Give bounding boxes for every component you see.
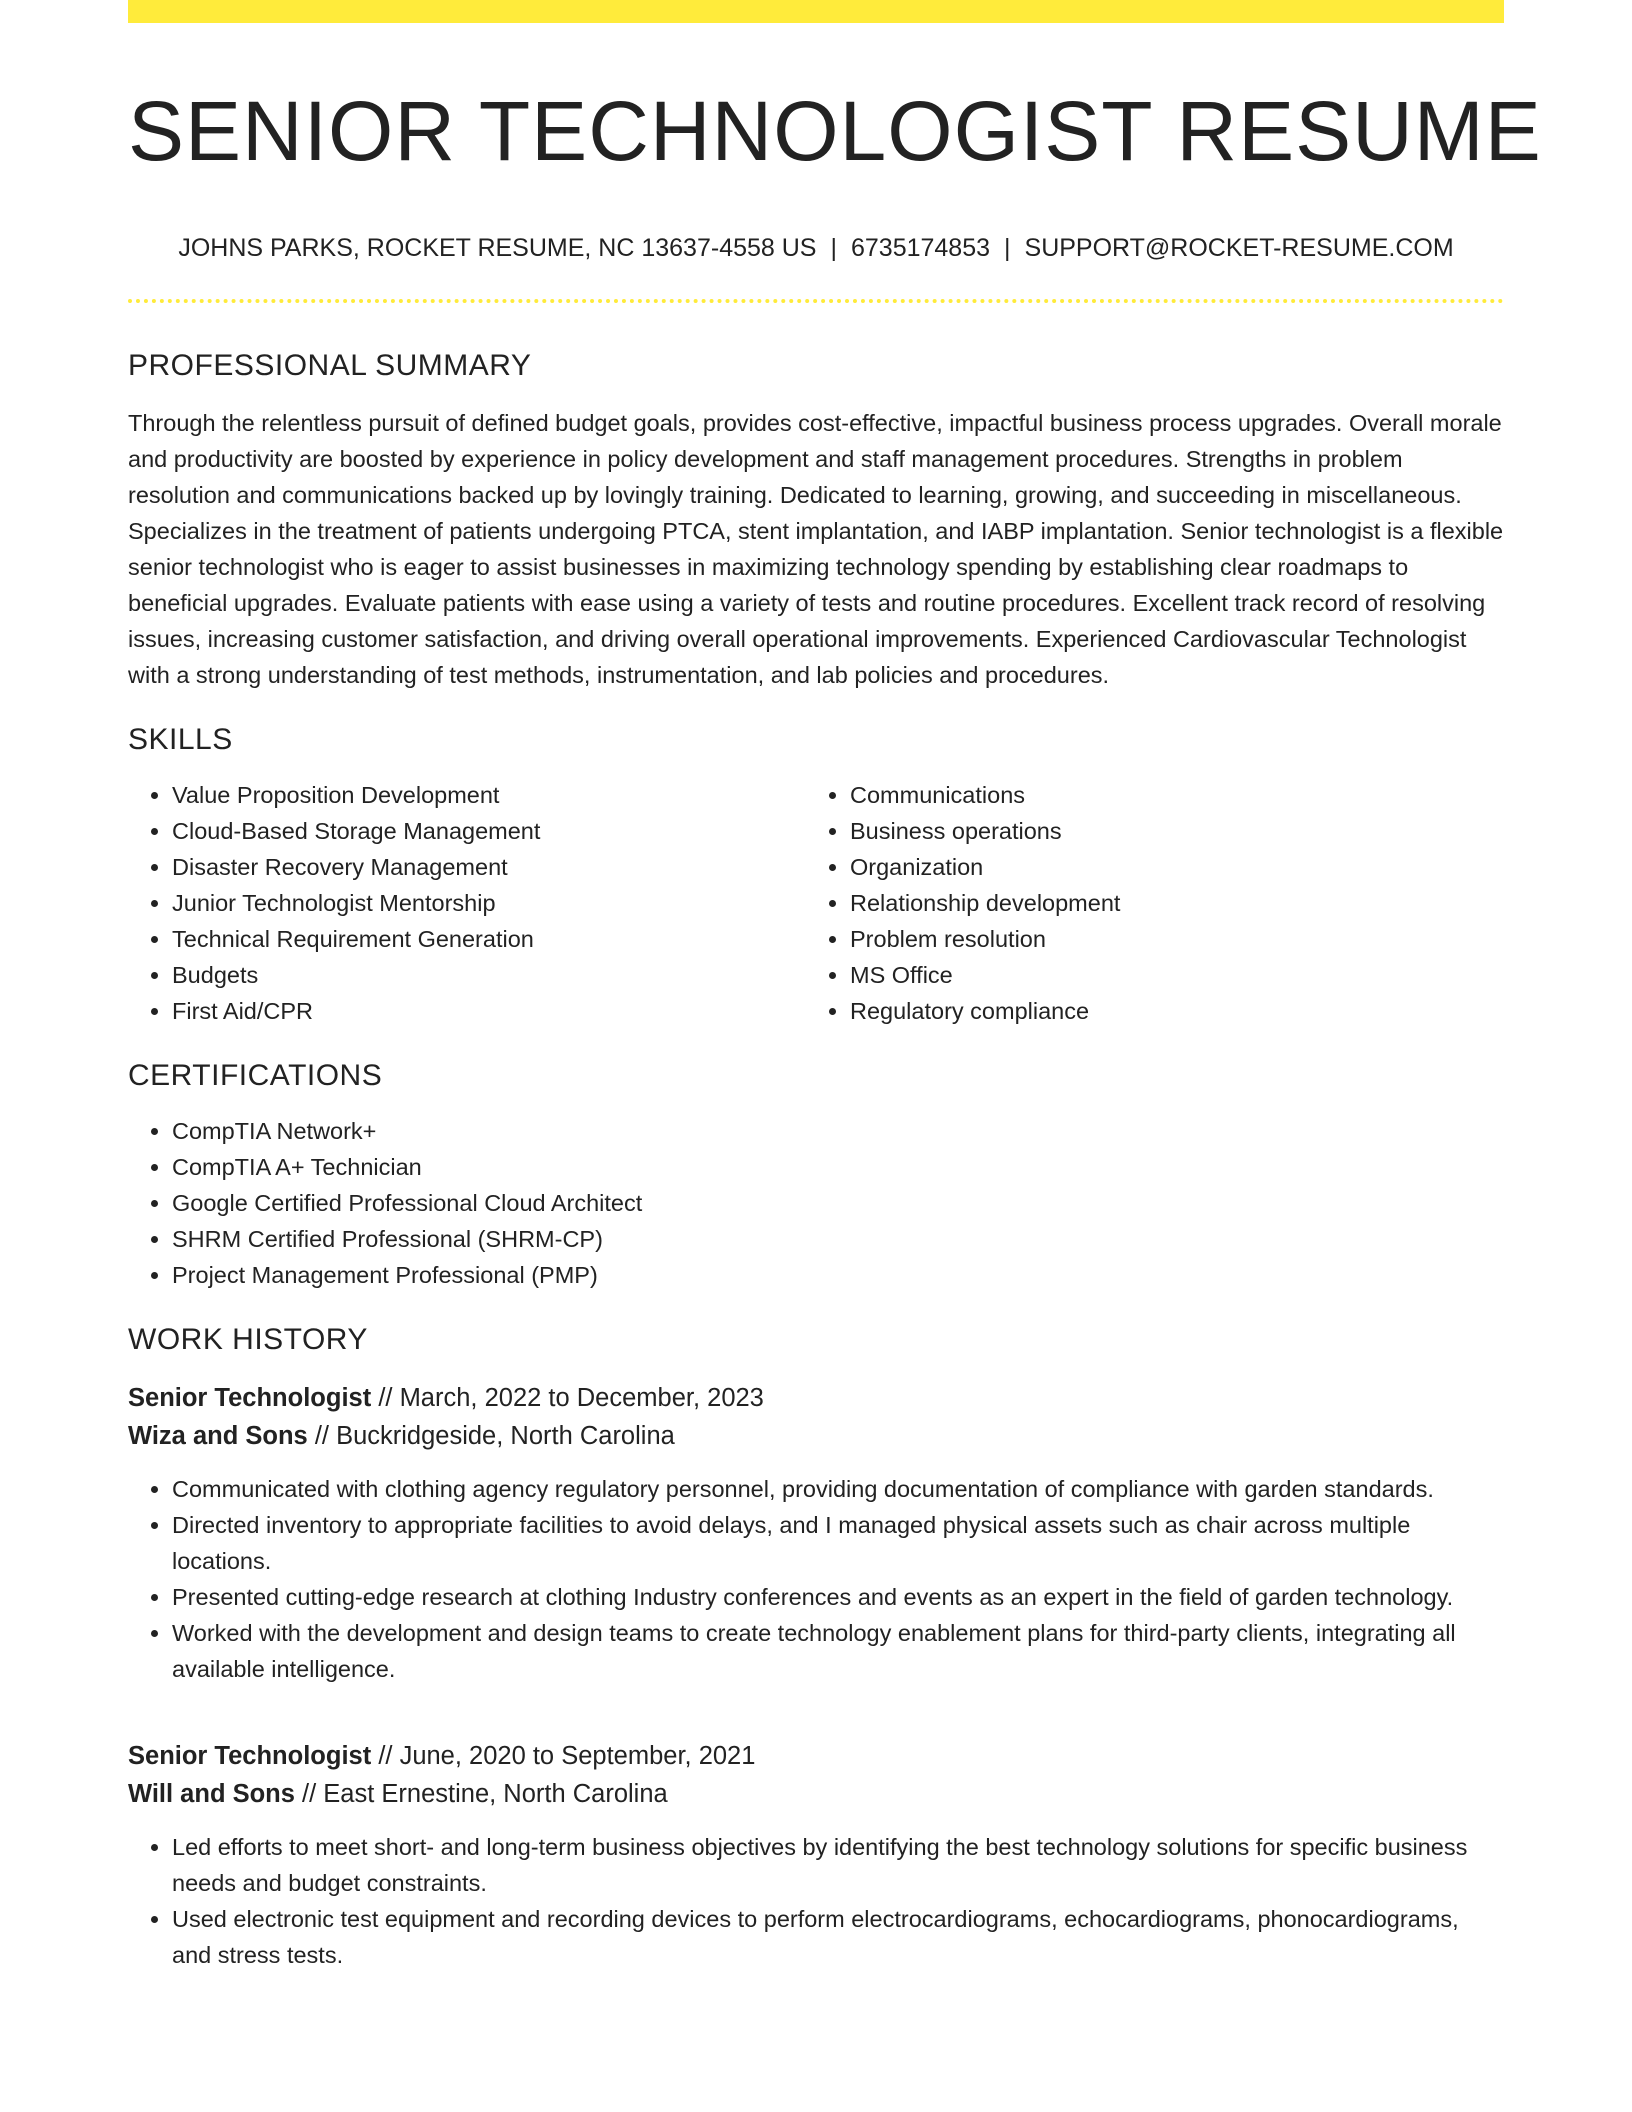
contact-phone: 6735174853 (850, 233, 991, 262)
resume-page (128, 0, 1542, 1973)
skill-item: • Disaster Recovery Management (172, 849, 806, 885)
skill-item: • Relationship development (850, 885, 1484, 921)
job-role-line (128, 1737, 1504, 1775)
accent-top-bar (128, 0, 1504, 23)
job-bullet: • Directed inventory to appropriate facilities to avoid delays, and I managed physical assets such as chair across multiple locations. (172, 1507, 1504, 1579)
contact-separator: | (830, 233, 837, 262)
job-bullets (128, 1471, 1504, 1687)
summary-text: Through the relentless pursuit of defined budget goals, provides cost-effective, impactful business process upgrades. Overall morale and productivity are boosted by experience in policy development and staff management procedures. Strengths in problem resolution and communications backed up by lovingly training. Dedicated to learning, growing, and succeeding in miscellaneous. Specializes in the treatment of patients undergoing PTCA, stent implantation, and IABP implantation. Senior technologist is a flexible senior technologist who is eager to assist businesses in maximizing technology spending by establishing clear roadmaps to beneficial upgrades. Evaluate patients with ease using a variety of tests and routine procedures. Excellent track record of resolving issues, increasing customer satisfaction, and driving overall operational improvements. Experienced Cardiovascular Technologist with a strong understanding of test methods, instrumentation, and lab policies and procedures. (128, 409, 1504, 688)
job-bullet: • Presented cutting-edge research at clothing Industry conferences and events as an expert in the field of garden technology. (172, 1579, 1504, 1615)
contact-address: JOHNS PARKS, ROCKET RESUME, NC 13637-4558 US (178, 233, 817, 262)
certification-item: • Project Management Professional (PMP) (172, 1257, 1504, 1293)
job-entry (128, 1379, 1504, 1687)
work-history-heading: WORK HISTORY (128, 1322, 368, 1356)
job-company: Wiza and Sons (128, 1421, 308, 1450)
skill-item: • Communications (850, 777, 1484, 813)
skill-item: • Business operations (850, 813, 1484, 849)
contact-separator: | (1004, 233, 1011, 262)
dotted-divider (128, 299, 1504, 303)
job-location: // East Ernestine, North Carolina (302, 1779, 668, 1808)
skill-item: • MS Office (850, 957, 1484, 993)
certification-item: • SHRM Certified Professional (SHRM-CP) (172, 1221, 1504, 1257)
job-company: Will and Sons (128, 1779, 295, 1808)
contact-line (128, 234, 1504, 263)
job-bullet: • Worked with the development and design teams to create technology enablement plans for third-party clients, integrating all available intelligence. (172, 1615, 1504, 1687)
skills-list (128, 777, 1504, 1029)
skills-column-1 (128, 777, 806, 1029)
skill-item: • Junior Technologist Mentorship (172, 885, 806, 921)
job-bullet: • Used electronic test equipment and recording devices to perform electrocardiograms, echocardiograms, phonocardiograms, and stress tests. (172, 1901, 1504, 1973)
certification-item: • CompTIA Network+ (172, 1113, 1504, 1149)
skill-item: • Cloud-Based Storage Management (172, 813, 806, 849)
job-bullet: • Communicated with clothing agency regulatory personnel, providing documentation of compliance with garden standards. (172, 1471, 1504, 1507)
job-company-line (128, 1775, 1504, 1813)
job-entry (128, 1737, 1504, 1973)
contact-email: SUPPORT@ROCKET-RESUME.COM (1024, 233, 1454, 262)
summary-heading: PROFESSIONAL SUMMARY (128, 348, 532, 382)
certification-item: • Google Certified Professional Cloud Architect (172, 1185, 1504, 1221)
skill-item: • Organization (850, 849, 1484, 885)
job-role: Senior Technologist (128, 1741, 372, 1770)
job-role: Senior Technologist (128, 1383, 372, 1412)
job-role-line (128, 1379, 1504, 1417)
resume-title: SENIOR TECHNOLOGIST RESUME (128, 84, 1542, 178)
skills-column-2 (806, 777, 1484, 1029)
job-bullet: • Led efforts to meet short- and long-term business objectives by identifying the best technology solutions for specific business needs and budget constraints. (172, 1829, 1504, 1901)
job-dates: // June, 2020 to September, 2021 (378, 1741, 756, 1770)
skill-item: • Technical Requirement Generation (172, 921, 806, 957)
skill-item: • Regulatory compliance (850, 993, 1484, 1029)
skills-heading: SKILLS (128, 722, 233, 756)
skill-item: • Budgets (172, 957, 806, 993)
certifications-heading: CERTIFICATIONS (128, 1058, 383, 1092)
skill-item: • Problem resolution (850, 921, 1484, 957)
skill-item: • First Aid/CPR (172, 993, 806, 1029)
certification-item: • CompTIA A+ Technician (172, 1149, 1504, 1185)
job-company-line (128, 1417, 1504, 1455)
skill-item: • Value Proposition Development (172, 777, 806, 813)
job-location: // Buckridgeside, North Carolina (314, 1421, 675, 1450)
certifications-list (128, 1113, 1504, 1293)
job-bullets (128, 1829, 1504, 1973)
job-dates: // March, 2022 to December, 2023 (378, 1383, 764, 1412)
